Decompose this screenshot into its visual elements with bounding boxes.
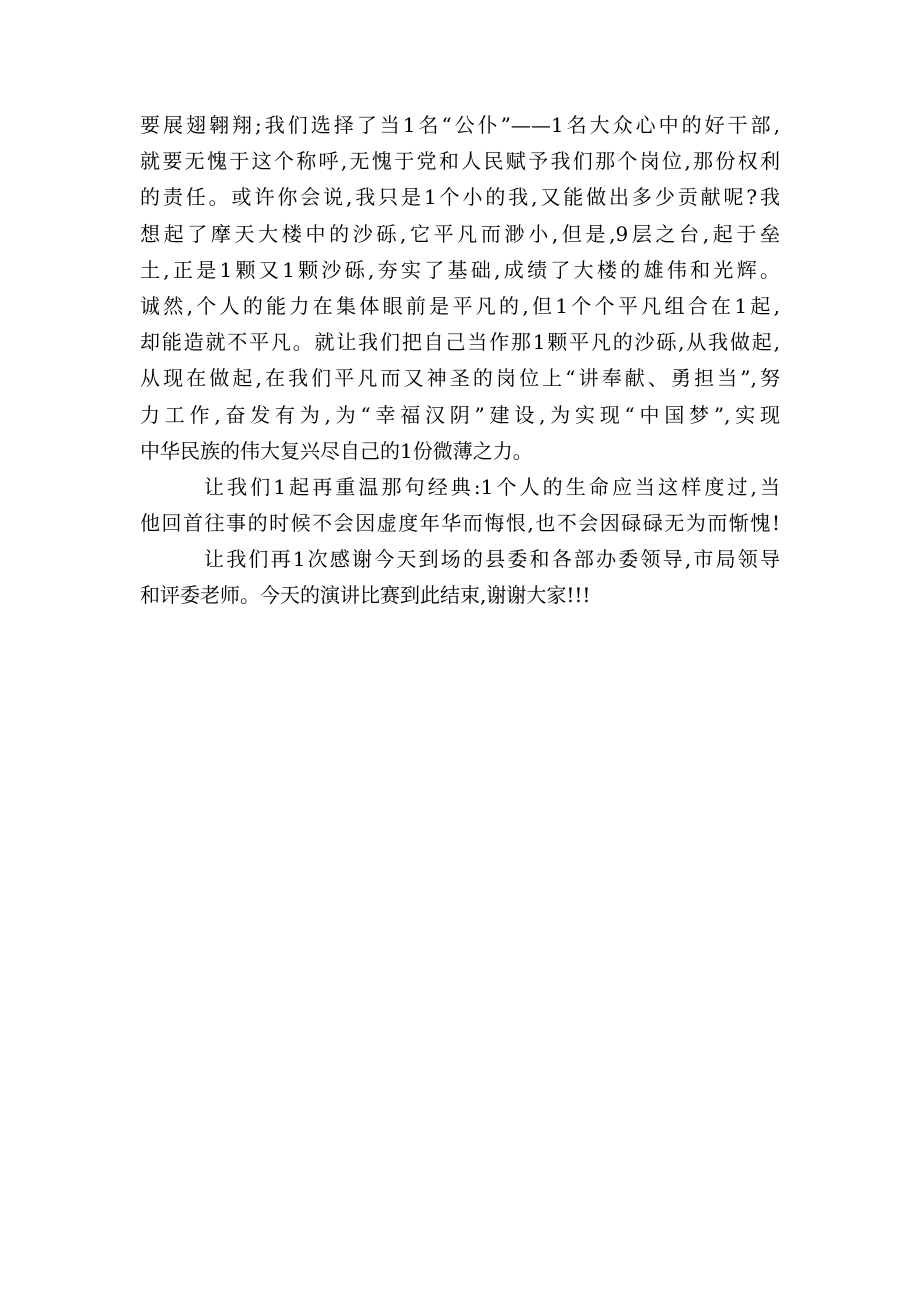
text-line: 的责任。或许你会说,我只是1个小的我,又能做出多少贡献呢?我 <box>140 185 780 210</box>
text-line: 要展翅翱翔;我们选择了当1名“公仆”——1名大众心中的好干部, <box>140 113 780 137</box>
text-line: 诚然,个人的能力在集体眼前是平凡的,但1个个平凡组合在1起, <box>140 293 780 318</box>
text-line: 和评委老师。今天的演讲比赛到此结束,谢谢大家!!! <box>140 583 591 608</box>
paragraph-1 <box>140 107 780 469</box>
text-line: 他回首往事的时候不会因虚度年华而悔恨,也不会因碌碌无为而惭愧! <box>140 511 780 536</box>
text-line: 土,正是1颗又1颗沙砾,夯实了基础,成绩了大楼的雄伟和光辉。 <box>140 257 780 282</box>
text-line: 却能造就不平凡。就让我们把自己当作那1颗平凡的沙砾,从我做起, <box>140 330 780 355</box>
text-line: 中华民族的伟大复兴尽自己的1份微薄之力。 <box>140 438 533 463</box>
text-line: 从现在做起,在我们平凡而又神圣的岗位上“讲奉献、勇担当”,努 <box>140 366 780 391</box>
text-line: 让我们再1次感谢今天到场的县委和各部办委领导,市局领导 <box>204 547 780 572</box>
text-line: 想起了摩天大楼中的沙砾,它平凡而渺小,但是,9层之台,起于垒 <box>140 221 780 246</box>
text-line: 力工作,奋发有为,为“幸福汉阴”建设,为实现“中国梦”,实现 <box>140 402 780 427</box>
paragraph-3 <box>140 541 780 613</box>
text-line: 让我们1起再重温那句经典:1个人的生命应当这样度过,当 <box>204 474 780 499</box>
document-body <box>140 107 780 614</box>
paragraph-2 <box>140 469 780 541</box>
text-line: 就要无愧于这个称呼,无愧于党和人民赋予我们那个岗位,那份权利 <box>140 149 780 174</box>
